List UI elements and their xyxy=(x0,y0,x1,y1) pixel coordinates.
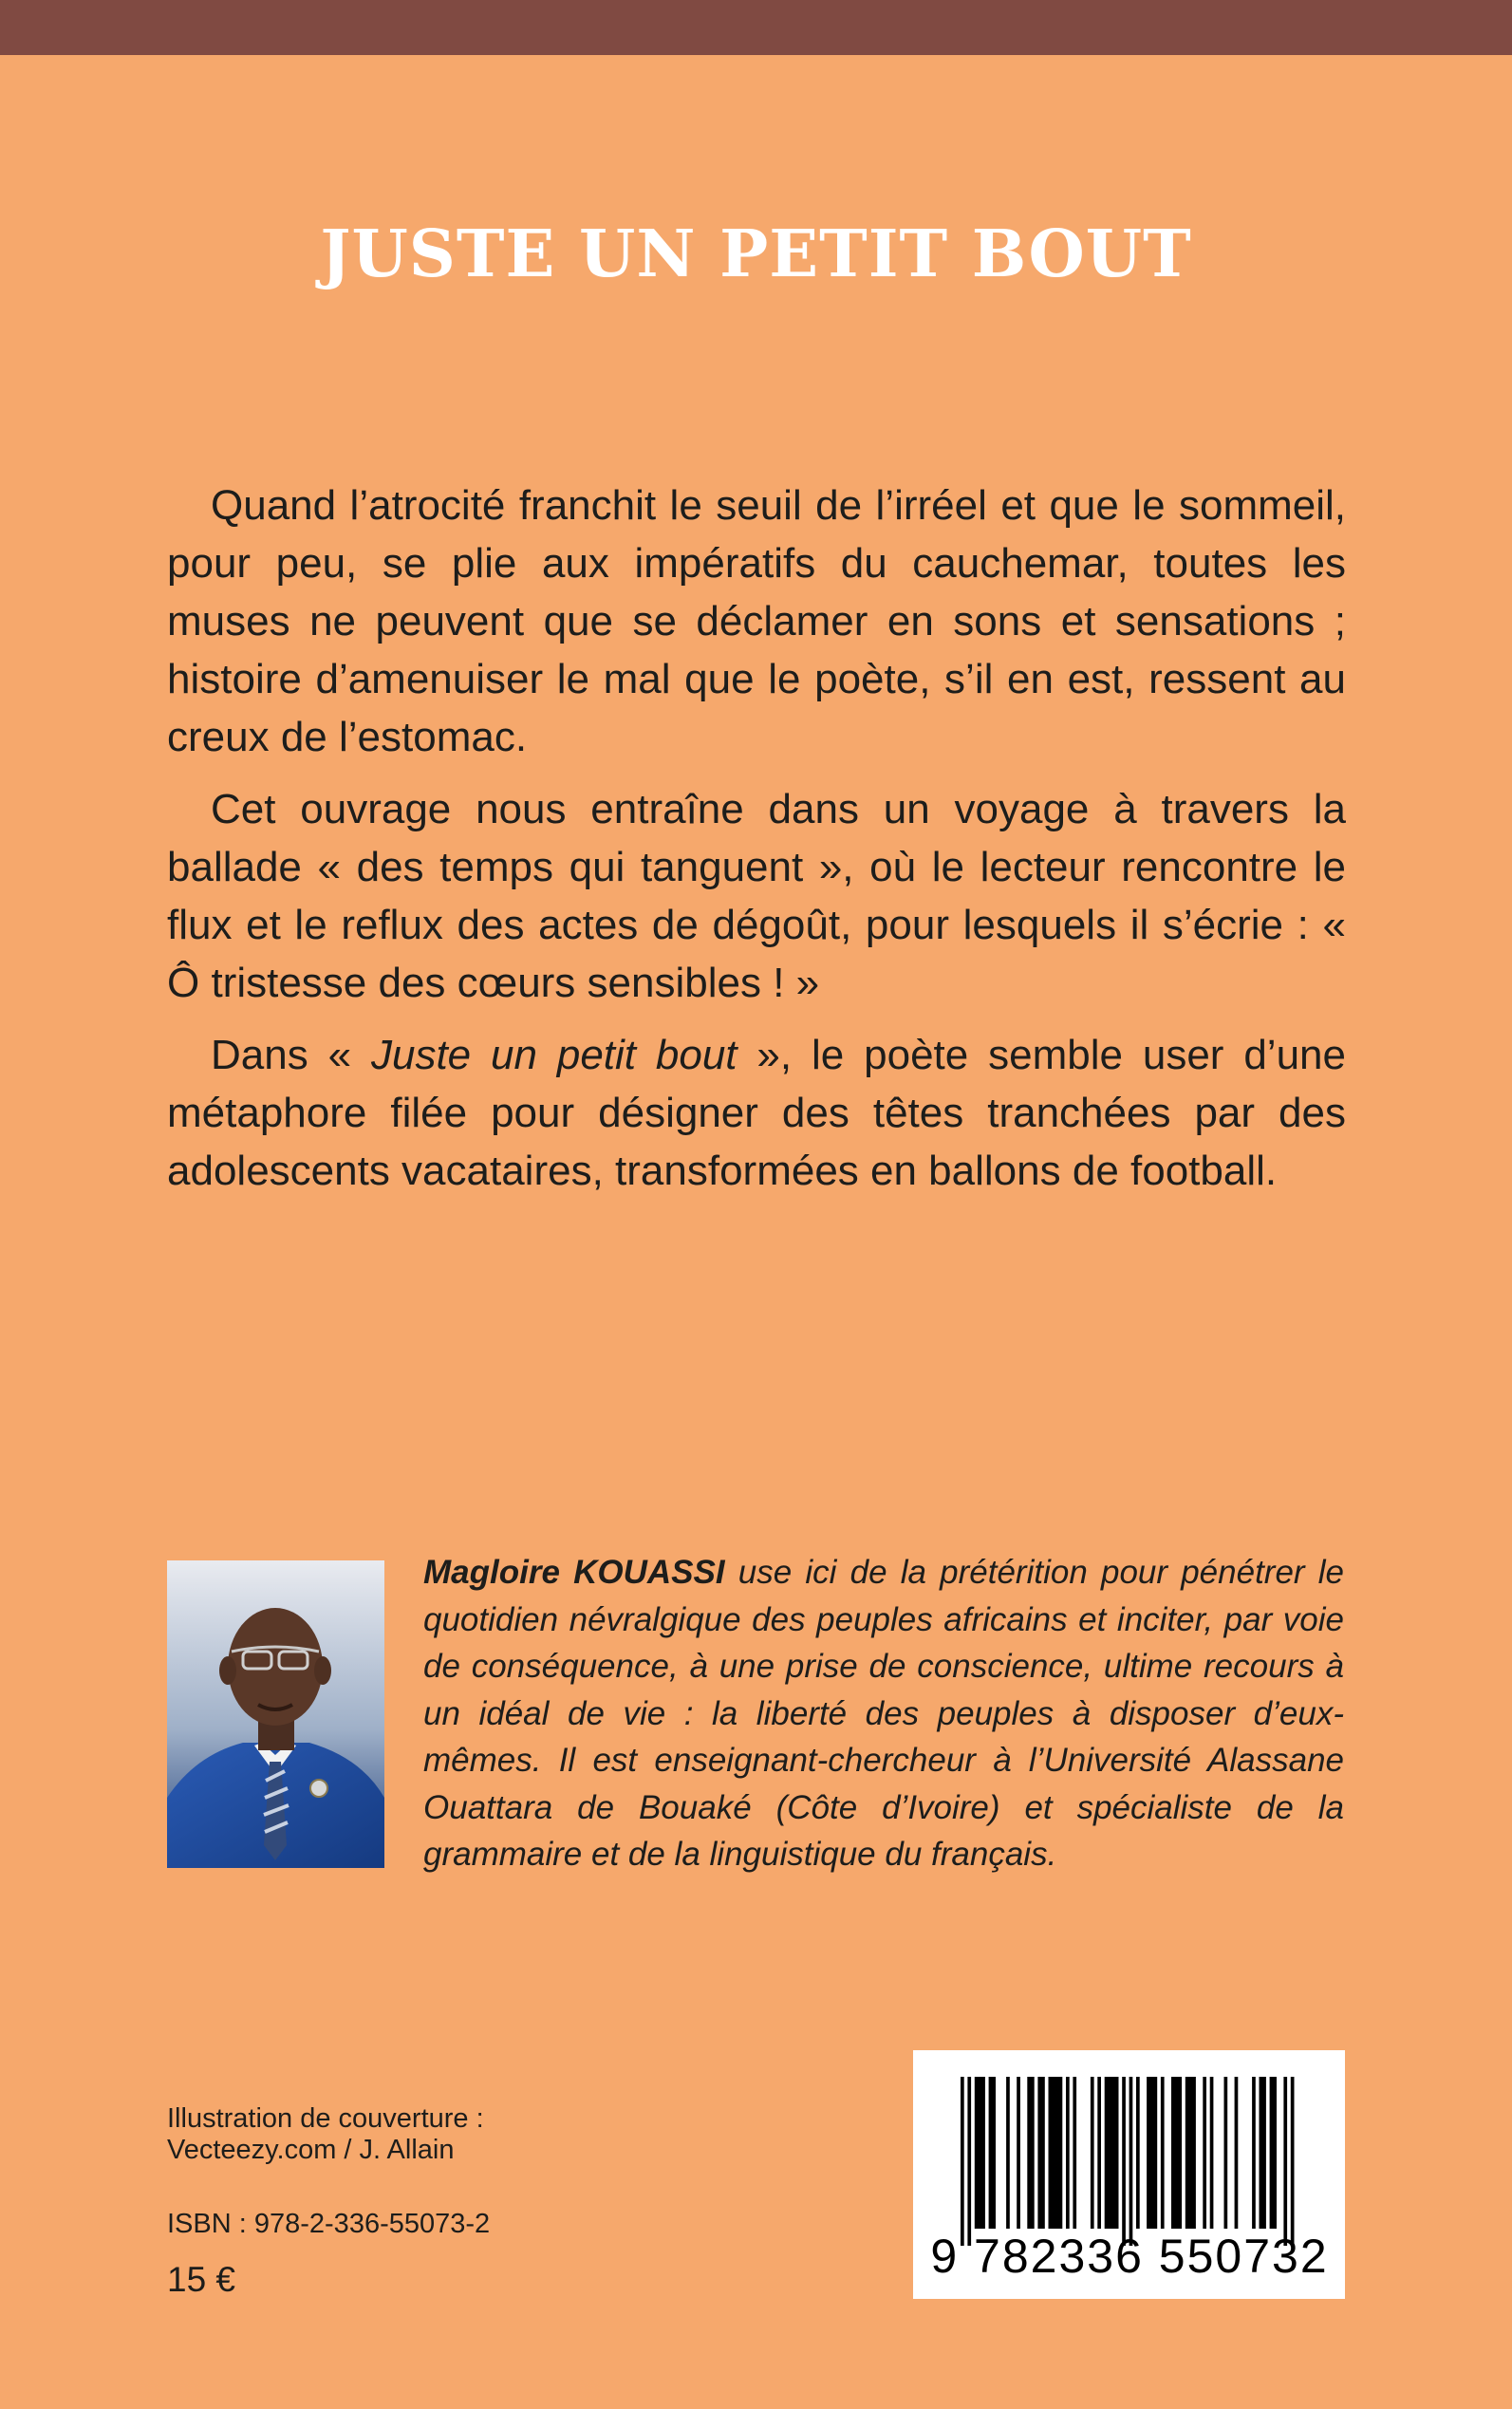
barcode-guard-bar xyxy=(967,2077,971,2246)
barcode-bar xyxy=(1185,2077,1196,2229)
credits-line-1: Illustration de couverture : xyxy=(167,2103,484,2134)
barcode-bar xyxy=(1147,2077,1157,2229)
blurb-paragraph-1: Quand l’atrocité franchit le seuil de l’irréel et que le sommeil, pour peu, se plie aux impératifs du cauchemar, toutes les muses ne peuvent que se déclamer en sons et sensations ; histoire d’amenuiser le mal que le poète, s’il en est, ressent au creux de l’estomac. xyxy=(167,482,1346,760)
author-name: Magloire KOUASSI xyxy=(423,1554,725,1591)
barcode-bar xyxy=(1105,2077,1119,2229)
blurb-paragraph-3 xyxy=(167,1026,1346,1200)
blurb-paragraph-3-end: », le poète semble user d’une métaphore filée pour désigner des têtes tranchées par des adolescents vacataires, transformées en ballons de football. xyxy=(167,1032,1346,1194)
barcode-bar xyxy=(1066,2077,1070,2229)
barcode-bar xyxy=(1161,2077,1165,2229)
credits-line-2: Vecteezy.com / J. Allain xyxy=(167,2135,455,2165)
barcode-bar xyxy=(1027,2077,1034,2229)
barcode-bar xyxy=(1049,2077,1063,2229)
barcode-bar xyxy=(1037,2077,1044,2229)
book-title: JUSTE UN PETIT BOUT xyxy=(320,216,1192,292)
blurb-paragraph-3-start: Dans « xyxy=(211,1032,371,1078)
barcode-guard-bar xyxy=(961,2077,964,2246)
barcode-bar xyxy=(1017,2077,1020,2229)
price-text: 15 € xyxy=(167,2260,236,2299)
barcode-bar xyxy=(975,2077,985,2229)
barcode-bar xyxy=(1073,2077,1076,2229)
barcode-guard-bar xyxy=(1283,2077,1287,2246)
barcode-digits: 9 782336 550732 xyxy=(930,2230,1329,2283)
barcode-guard-bar xyxy=(1129,2077,1133,2246)
barcode-bar xyxy=(1203,2077,1206,2229)
author-photo xyxy=(167,1560,384,1868)
back-cover-blurb xyxy=(167,476,1346,1214)
book-title-inline: Juste un petit bout xyxy=(370,1032,737,1078)
barcode-bar xyxy=(1097,2077,1101,2229)
barcode-guard-bar xyxy=(1122,2077,1126,2246)
isbn-text: ISBN : 978-2-336-55073-2 xyxy=(167,2209,491,2239)
cover-illustration-credits xyxy=(167,2103,484,2166)
barcode-bar xyxy=(1270,2077,1277,2229)
barcode-bar xyxy=(989,2077,996,2229)
barcode-bar xyxy=(1224,2077,1228,2229)
barcode-guard-bar xyxy=(1291,2077,1295,2246)
barcode-bar xyxy=(1091,2077,1094,2229)
barcode-bar xyxy=(1171,2077,1182,2229)
barcode-bar xyxy=(1260,2077,1266,2229)
blurb-paragraph-2: Cet ouvrage nous entraîne dans un voyage à travers la ballade « des temps qui tanguent », où le lecteur rencontre le flux et le reflux des actes de dégoût, pour lesquels il s’écrie : « Ô tristesse des cœurs sensibles ! » xyxy=(167,786,1346,1006)
author-bio-text: use ici de la prétérition pour pénétrer le quotidien névralgique des peuples africains et inciter, par voie de conséquence, à une prise de conscience, ultime recours à un idéal de vie : la liberté des peuples à disposer d’eux-mêmes. Il est enseignant-chercheur à l’Université Alassane Ouattara de Bouaké (Côte d’Ivoire) et spécialiste de la grammaire et de la linguistique du français. xyxy=(423,1554,1344,1873)
top-color-band xyxy=(0,0,1512,55)
isbn-barcode xyxy=(913,2050,1345,2299)
barcode-bar xyxy=(1136,2077,1140,2229)
author-bio xyxy=(423,1549,1344,1878)
barcode-bar xyxy=(1006,2077,1010,2229)
barcode-bar xyxy=(1252,2077,1256,2229)
barcode-bar xyxy=(1210,2077,1214,2229)
barcode-bar xyxy=(1235,2077,1239,2229)
